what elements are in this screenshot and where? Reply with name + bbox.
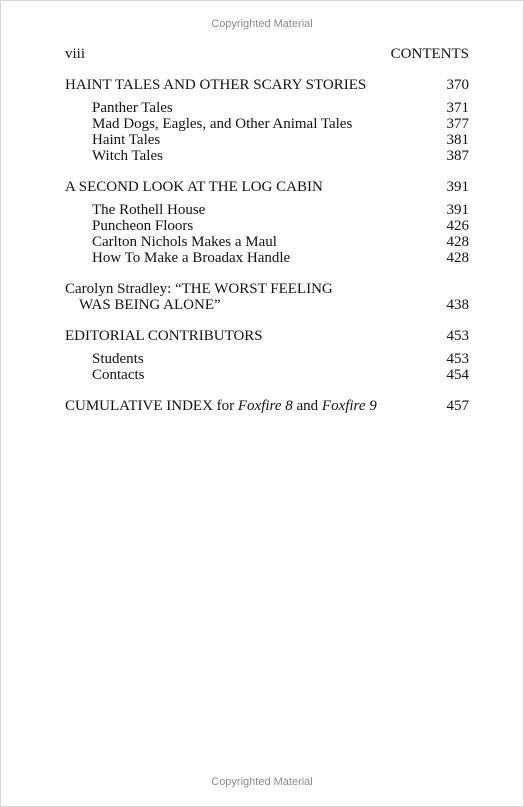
toc-entry-page: 391	[446, 179, 469, 195]
toc-subentry-title: Puncheon Floors	[92, 218, 194, 234]
toc-entry-title	[65, 398, 377, 414]
toc-entry-title: HAINT TALES AND OTHER SCARY STORIES	[65, 77, 367, 93]
toc-subentry-page: 428	[446, 250, 469, 266]
toc-section	[65, 398, 469, 414]
toc-subentry-page: 454	[446, 367, 469, 383]
toc-entry	[65, 328, 469, 344]
watermark-bottom: Copyrighted Material	[211, 776, 313, 788]
toc-entry-page: 438	[446, 297, 469, 313]
toc-subentry	[65, 218, 469, 234]
toc-subentry-page: 426	[446, 218, 469, 234]
toc-subentry-page: 381	[446, 132, 469, 148]
folio: viii	[65, 46, 86, 62]
toc-entry	[65, 77, 469, 93]
toc-entry-page: 457	[446, 398, 469, 414]
toc-section	[65, 281, 469, 313]
toc-entry-page: 453	[446, 328, 469, 344]
toc-entry-title-line2: WAS BEING ALONE”	[79, 297, 221, 313]
toc-subentry-title: How To Make a Broadax Handle	[92, 250, 291, 266]
toc-entry	[65, 297, 469, 313]
toc-subentry	[65, 250, 469, 266]
toc-subentry-page: 387	[446, 148, 469, 164]
toc-section	[65, 77, 469, 164]
toc-subentry-title: Mad Dogs, Eagles, and Other Animal Tales	[92, 116, 353, 132]
toc-subentry	[65, 202, 469, 218]
index-title-prefix: CUMULATIVE INDEX for	[65, 398, 238, 414]
toc-subentry-title: Carlton Nichols Makes a Maul	[92, 234, 277, 250]
toc-subentry-page: 453	[446, 351, 469, 367]
toc-subentry-page: 371	[446, 100, 469, 116]
toc-section	[65, 328, 469, 383]
watermark-top: Copyrighted Material	[211, 18, 313, 30]
toc-subentry	[65, 234, 469, 250]
index-title-book1: Foxfire 8	[237, 398, 293, 414]
toc-entry-title-line1: Carolyn Stradley: “THE WORST FEELING	[65, 281, 333, 297]
toc-subentry-title: Witch Tales	[92, 148, 163, 164]
toc-subentry-title: Haint Tales	[92, 132, 161, 148]
toc-subentry-title: Students	[92, 351, 144, 367]
toc-entry	[65, 179, 469, 195]
running-title: CONTENTS	[390, 46, 469, 62]
toc-entry-title: A SECOND LOOK AT THE LOG CABIN	[65, 179, 323, 195]
toc-subentry	[65, 367, 469, 383]
toc-subentry-page: 428	[446, 234, 469, 250]
toc-section	[65, 179, 469, 266]
index-title-mid: and	[292, 398, 322, 414]
index-title-book2: Foxfire 9	[321, 398, 377, 414]
toc-subentry-title: Contacts	[92, 367, 145, 383]
toc-subentry-page: 377	[446, 116, 469, 132]
toc-entry	[65, 281, 469, 297]
toc-subentry-page: 391	[446, 202, 469, 218]
toc-entry-title: EDITORIAL CONTRIBUTORS	[65, 328, 263, 344]
table-of-contents	[65, 77, 469, 429]
toc-entry	[65, 398, 469, 414]
toc-entry-page: 370	[446, 77, 469, 93]
toc-subentry	[65, 351, 469, 367]
toc-subentry-title: Panther Tales	[92, 100, 173, 116]
toc-subentry-title: The Rothell House	[92, 202, 206, 218]
toc-subentry	[65, 132, 469, 148]
running-head	[65, 46, 469, 63]
toc-subentry	[65, 148, 469, 164]
toc-subentry	[65, 116, 469, 132]
toc-subentry	[65, 100, 469, 116]
